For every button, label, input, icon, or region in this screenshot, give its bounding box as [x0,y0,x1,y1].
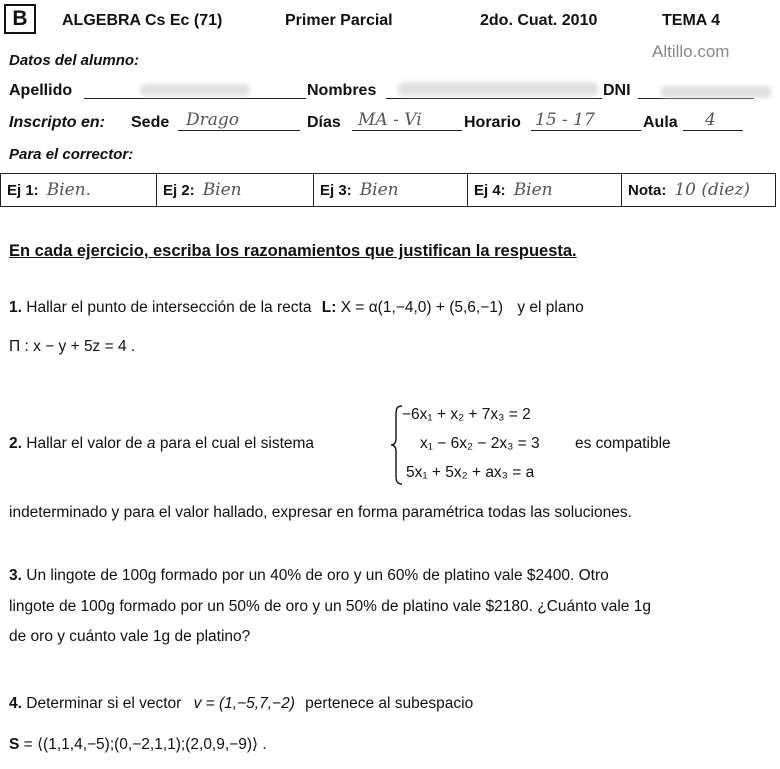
corrector-section-title: Para el corrector: [9,146,134,163]
variable-a: a [146,435,156,452]
grade-label: Ej 1: [7,181,39,199]
redacted-apellido [140,84,250,96]
redacted-nombres [398,82,598,96]
nombres-line [386,98,602,99]
horario-label: Horario [464,114,521,131]
subspace-definition: = ⟨(1,1,4,−5);(0,−2,1,1);(2,0,9,−9)⟩ . [23,736,267,753]
vector-v: v = (1,−5,7,−2) [193,695,295,712]
nombres-label: Nombres [307,82,377,99]
grade-value: Bien. [46,180,92,200]
redacted-dni [660,86,772,98]
grade-value: 10 (diez) [674,180,750,200]
exercise-2-line2: indeterminado y para el valor hallado, expresar en forma paramétrica todas las soluciones. [9,504,632,521]
exercise-1-line1 [9,299,584,317]
grade-cell-ej2 [157,174,314,206]
dias-line [352,130,462,131]
exercise-2-line1 [9,435,314,453]
tema-letter: B [12,7,28,30]
exercise-text: Hallar el valor de [26,435,143,452]
system-row-2: x₁ − 6x₂ − 2x₃ = 3 [420,435,540,452]
plane-equation: Π : x − y + 5z = 4 . [9,338,136,355]
exercise-text: pertenece al subespacio [305,695,474,712]
grade-value: Bien [513,180,553,200]
watermark: Altillo.com [652,42,730,61]
aula-label: Aula [643,114,678,131]
tema-letter-box [4,4,36,34]
grade-cell-ej4 [468,174,622,206]
grade-label: Ej 4: [474,181,506,199]
apellido-line [84,98,306,99]
grade-cell-nota [622,174,775,206]
sede-line [178,130,300,131]
tema-label: TEMA 4 [662,12,721,29]
grade-value: Bien [202,180,242,200]
exercise-3-line1 [9,567,609,585]
exercise-number: 2. [9,435,22,452]
exercise-number: 4. [9,695,22,712]
exercise-text: es compatible [575,435,671,452]
grade-label: Nota: [628,181,667,199]
horario-value: 15 - 17 [535,110,595,130]
exercise-4-line2 [9,735,267,754]
exercise-text: y el plano [517,299,584,316]
student-section-title: Datos del alumno: [9,52,140,69]
grade-label: Ej 2: [163,181,195,199]
exercise-3-line2: lingote de 100g formado por un 50% de oro y un 50% de platino vale $2180. ¿Cuánto vale 1g [9,598,651,615]
exercise-number: 3. [9,567,22,584]
exercise-text: para el cual el sistema [159,435,315,452]
subspace-name: S [9,736,20,753]
dias-label: Días [307,114,341,131]
aula-value: 4 [705,110,716,130]
grade-cell-ej3 [314,174,468,206]
dni-label: DNI [603,82,631,99]
sede-label: Sede [131,114,170,131]
line-equation: X = α(1,−4,0) + (5,6,−1) [340,299,504,316]
grade-value: Bien [359,180,399,200]
horario-line [531,130,641,131]
exercise-text: Determinar si el vector [26,695,182,712]
line-name: L: [321,299,337,316]
exercise-text: Un lingote de 100g formado por un 40% de oro y un 60% de platino vale $2400. Otro [26,567,609,584]
inscripto-label: Inscripto en: [9,114,106,131]
exercise-3-line3: de oro y cuánto vale 1g de platino? [9,628,251,645]
grading-table [0,173,776,207]
system-row-1: −6x₁ + x₂ + 7x₃ = 2 [402,406,531,423]
course-title: ALGEBRA Cs Ec (71) [62,12,223,29]
system-row-3: 5x₁ + 5x₂ + ax₃ = a [406,464,535,481]
exam-title: Primer Parcial [285,12,393,29]
exercise-4-line1 [9,695,473,713]
apellido-label: Apellido [9,82,73,99]
aula-line [683,130,743,131]
instructions: En cada ejercicio, escriba los razonamientos que justifican la respuesta. [9,242,577,260]
exercise-number: 1. [9,299,22,316]
dias-value: MA - Vi [358,110,422,130]
grade-cell-ej1 [1,174,157,206]
term-label: 2do. Cuat. 2010 [480,12,598,29]
exercise-text: Hallar el punto de intersección de la recta [26,299,312,316]
grade-label: Ej 3: [320,181,352,199]
dni-line [638,98,754,99]
sede-value: Drago [186,110,240,130]
